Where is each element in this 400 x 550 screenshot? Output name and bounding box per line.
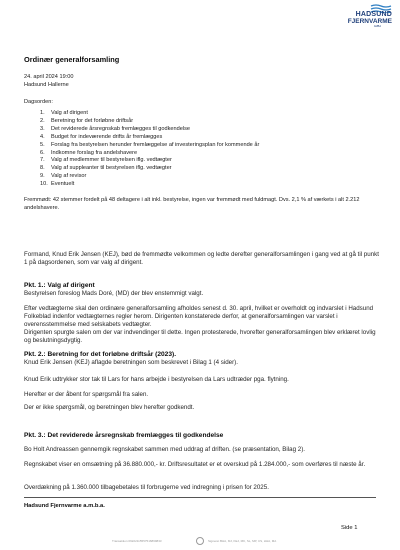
agenda-item — [40, 157, 259, 165]
transaction-id: Transaktion 09222115557516869833 — [112, 539, 162, 543]
agenda-item-text: Budget for indeværende drifts år fremlægges — [51, 133, 163, 140]
agenda-list — [40, 110, 259, 189]
agenda-item-text: Beretning for det forløbne driftsår — [51, 117, 134, 124]
section-2-paragraph: Der er ikke spørgsmål, og beretningen blev herefter godkendt. — [24, 404, 195, 411]
logo-line-3: AMBA — [373, 25, 381, 28]
agenda-item — [40, 110, 259, 118]
page-number: Side 1 — [341, 525, 358, 531]
section-3-paragraph: Bo Holt Andreassen gennemgik regnskabet sammen med uddrag af driften. (se præsentation, Bilag 2). — [24, 446, 305, 453]
agenda-item — [40, 134, 259, 142]
attendance-note: Fremmødt: 42 stemmer fordelt på 48 deltagere i alt inkl. bestyrelse, ingen var fremmødt med fuldmagt. Dvs. 2,1 % af værkets i alt 2.212 andelshavere. — [24, 197, 360, 211]
signature-seal-icon — [196, 537, 204, 545]
signers-list: Signeret BHA, MJ, KEJ, MK, SL, MP, CS, HHA, MA — [208, 539, 277, 543]
agenda-item-number: 1. — [40, 110, 45, 116]
agenda-item-text: Valg af dirigent — [51, 110, 88, 116]
agenda-item-text: Det reviderede årsregnskab fremlægges til godkendelse — [51, 125, 190, 132]
agenda-item-number: 2. — [40, 117, 45, 124]
section-1-heading: Pkt. 1.: Valg af dirigent — [24, 282, 95, 289]
logo-line-2: FJERNVARME — [347, 18, 392, 25]
agenda-item — [40, 181, 259, 189]
agenda-item-number: 4. — [40, 133, 45, 140]
document-title: Ordinær generalforsamling — [24, 55, 120, 64]
section-1-paragraph: Bestyrelsen foreslog Mads Doré, (MD) der blev enstemmigt valgt. — [24, 290, 204, 297]
agenda-item-text: Valg af revisor — [51, 173, 87, 180]
section-2-paragraph: Herefter er der åbent for spørgsmål fra salen. — [24, 391, 149, 398]
agenda-item — [40, 126, 259, 134]
section-2-paragraph: Knud Erik udtrykker stor tak til Lars for hans arbejde i bestyrelsen da Lars udtræder pga. flytning. — [24, 376, 289, 383]
agenda-item — [40, 150, 259, 158]
agenda-item — [40, 173, 259, 181]
agenda-item-number: 8. — [40, 165, 45, 172]
section-2-paragraph: Knud Erik Jensen (KEJ) aflagde beretningen som beskrevet i Bilag 1 (4 sider). — [24, 359, 238, 366]
agenda-item-text: Valg af suppleanter til bestyrelsen iflg. vedtægter — [51, 165, 172, 172]
agenda-heading: Dagsorden: — [24, 99, 53, 105]
section-1-paragraph: Dirigenten spurgte salen om der var indvendinger til dette. Ingen protesterede, hvorefter generalforsamlingen blev erklæret lovlig og beslutningsdygtig. — [24, 329, 376, 344]
section-2-heading: Pkt. 2.: Beretning for det forløbne driftsår (2023). — [24, 351, 177, 358]
agenda-item-number: 6. — [40, 149, 45, 156]
signature-footer — [112, 537, 312, 546]
agenda-item-number: 10. — [40, 181, 48, 188]
meeting-date: 24. april 2024 19:00 — [24, 74, 74, 80]
section-3-paragraph: Regnskabet viser en omsætning på 36.880.000,- kr. Driftsresultatet er et overskud på 1.284.000,- som overføres til næste år. — [24, 461, 366, 468]
section-1-paragraph: Efter vedtægterne skal den ordinære generalforsamling afholdes senest d. 30. april, hvilket er overholdt og indvarslet i Hadsund Folkeblad indenfor vedtægternes regler herom. Dirigenten konstaterede derfor, at generalforsamlingen var varslet i overensstemmelse med selskabets vedtægter. — [24, 305, 374, 328]
agenda-item-text: Eventuelt — [51, 181, 75, 188]
section-3-paragraph: Overdækning på 1.360.000 tilbagebetales til forbrugerne ved indregning i prisen for 2025. — [24, 484, 269, 491]
agenda-item-number: 3. — [40, 125, 45, 132]
agenda-item-number: 9. — [40, 173, 45, 180]
agenda-item-number: 7. — [40, 157, 45, 164]
agenda-item-text: Forslag fra bestyrelsen herunder fremlæggelse af investeringsplan for kommende år — [51, 141, 260, 148]
agenda-item-text: Valg af medlemmer til bestyrelsen iflg. vedtægter — [51, 157, 172, 164]
footer-divider — [24, 497, 376, 498]
agenda-item-text: Indkomne forslag fra andelshavere — [51, 149, 138, 156]
logo-line-1: HADSUND — [355, 11, 392, 18]
agenda-item-number: 5. — [40, 141, 45, 148]
footer-organization: Hadsund Fjernvarme a.m.b.a. — [24, 503, 105, 509]
agenda-item — [40, 142, 259, 150]
meeting-location: Hadsund Hallerne — [24, 82, 69, 88]
section-3-heading: Pkt. 3.: Det reviderede årsregnskab fremlægges til godkendelse — [24, 432, 224, 439]
agenda-item — [40, 118, 259, 126]
company-logo — [328, 4, 394, 28]
intro-paragraph: Formand, Knud Erik Jensen (KEJ), bød de fremmødte velkommen og ledte derefter generalforsamlingen i gang ved at gå til punkt 1 på dagsordenen, som var valg af dirigent. — [24, 251, 379, 266]
agenda-item — [40, 165, 259, 173]
